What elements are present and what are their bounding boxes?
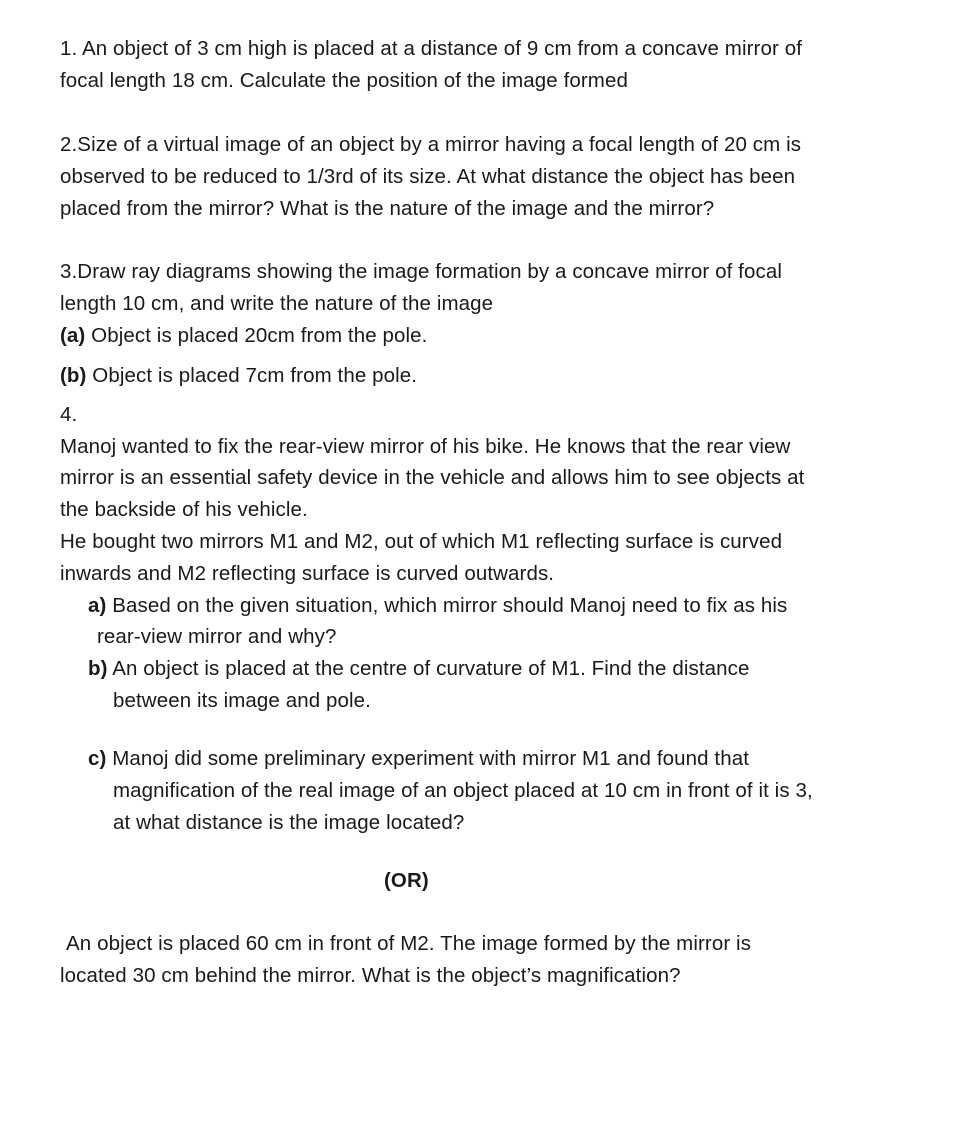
q4-part-c-line-1 <box>88 746 749 772</box>
or-separator: (OR) <box>384 869 429 892</box>
q4-part-c-line-2: magnification of the real image of an object placed at 10 cm in front of it is 3, <box>113 779 813 802</box>
q4-part-b-line-2: between its image and pole. <box>113 689 371 712</box>
q4-part-c-label: c) <box>88 747 107 770</box>
q4-intro-line-3: the backside of his vehicle. <box>60 498 308 521</box>
q2-line-2: observed to be reduced to 1/3rd of its size. At what distance the object has been <box>60 165 796 188</box>
q2-line-3: placed from the mirror? What is the nature of the image and the mirror? <box>60 197 715 220</box>
q4-alt-line-2: located 30 cm behind the mirror. What is the object’s magnification? <box>60 964 681 987</box>
q4-intro-line-2: mirror is an essential safety device in the vehicle and allows him to see objects at <box>60 466 805 489</box>
q4-intro-line-5: inwards and M2 reflecting surface is curved outwards. <box>60 562 555 585</box>
q3-line-2: length 10 cm, and write the nature of the image <box>60 292 494 315</box>
q3-part-a-label: (a) <box>60 324 86 347</box>
q4-part-a-text: Based on the given situation, which mirror should Manoj need to fix as his <box>106 594 788 617</box>
q4-alt-line-1: An object is placed 60 cm in front of M2. The image formed by the mirror is <box>66 932 752 955</box>
q4-number: 4. <box>60 403 78 426</box>
q3-part-a-text: Object is placed 20cm from the pole. <box>85 324 428 347</box>
q3-part-b-label: (b) <box>60 364 87 387</box>
q4-part-b-text: An object is placed at the centre of curvature of M1. Find the distance <box>107 657 750 680</box>
q4-intro-line-1: Manoj wanted to fix the rear-view mirror of his bike. He knows that the rear view <box>60 435 791 458</box>
q4-part-a-line-2: rear-view mirror and why? <box>97 625 337 648</box>
q1-line-1: 1. An object of 3 cm high is placed at a distance of 9 cm from a concave mirror of <box>60 37 802 60</box>
q4-intro-line-4: He bought two mirrors M1 and M2, out of which M1 reflecting surface is curved <box>60 530 783 553</box>
q4-part-b-label: b) <box>88 657 108 680</box>
q4-part-a-line-1 <box>88 593 787 619</box>
q3-line-1: 3.Draw ray diagrams showing the image formation by a concave mirror of focal <box>60 260 782 283</box>
q3-part-a <box>60 323 427 349</box>
q3-part-b <box>60 363 417 389</box>
q4-part-b-line-1 <box>88 656 749 682</box>
q4-part-c-text: Manoj did some preliminary experiment with mirror M1 and found that <box>106 747 750 770</box>
q1-line-2: focal length 18 cm. Calculate the position of the image formed <box>60 69 628 92</box>
q3-part-b-text: Object is placed 7cm from the pole. <box>86 364 418 387</box>
q2-line-1: 2.Size of a virtual image of an object by a mirror having a focal length of 20 cm is <box>60 133 802 156</box>
q4-part-c-line-3: at what distance is the image located? <box>113 811 465 834</box>
q4-part-a-label: a) <box>88 594 107 617</box>
